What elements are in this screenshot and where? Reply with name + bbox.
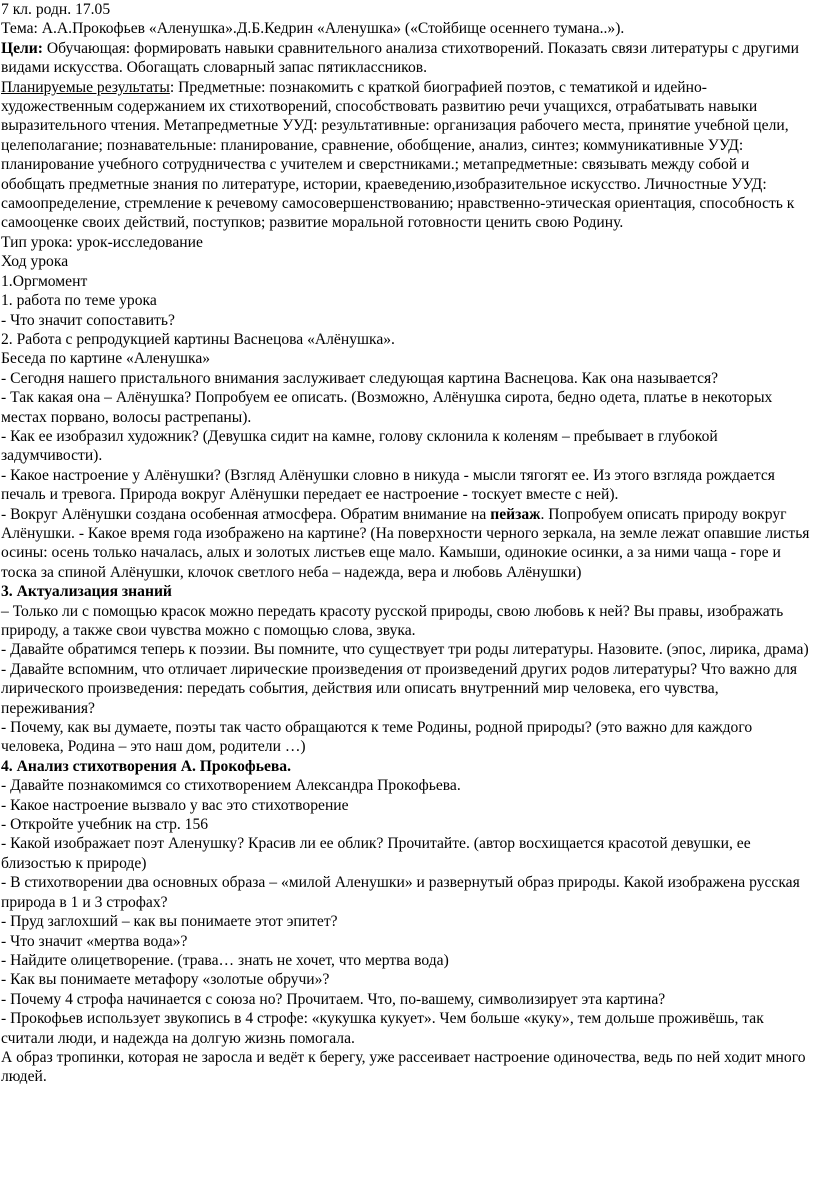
painting-question-5 [1,505,813,583]
lesson-goals [1,39,813,78]
q5-end: . Попробуем описать природу вокруг Алёнушки. - Какое время года изображено на картине? (На поверхности черного зеркала, на земле лежат опавшие листья осины: осень только началась, алых и золотых листьев еще мало. Камыши, одинокие осинки, а за ними чаща - горе и тоска за спиной Алёнушки, клочок светлого неба – надежда, вера и любовь Алёнушки) [1,505,810,581]
section-4-item: А образ тропинки, которая не заросла и ведёт к берегу, уже рассеивает настроение одиночества, ведь по ней ходит много людей. [1,1048,806,1086]
section-3-paragraph-4: - Почему, как вы думаете, поэты так часто обращаются к теме Родины, родной природы? (это важно для каждого человека, Родина – это наш дом, родители …) [1,719,753,756]
results-text: : Предметные: познакомить с краткой биографией поэтов, с тематикой и идейно-художественным содержанием их стихотворений, способствовать развитию речи учащихся, отрабатывать навыки выразительного чтения. Метапредметные УУД: результативные: организация рабочего места, принятие учебной цели, целеполагание; познавательные: планирование, сравнение, обобщение, анализ, синтез; коммуникативные УУД: планирование учебного сотрудничества с учителем и сверстниками.; метапредметные: связывать между собой и обобщать предметные знания по литературе, истории, краеведению,изобразительное искусство. Личностные УУД: самоопределение, стремление к речевому самосовершенствованию; нравственно-этическая ориентация, способность к самооценке своих действий, поступков; развитие моральной готовности ценить свою Родину. [1,78,795,232]
goals-label: Цели: [1,39,43,57]
painting-question-4: - Какое настроение у Алёнушки? (Взгляд Алёнушки словно в никуда - мысли тягогят ее. Из этого взгляда рождается печаль и тревога. Природа вокруг Алёнушки передает ее настроение - тоскует вместе с ней). [1,466,775,504]
section-4-item: - Прокофьев использует звукопись в 4 строфе: «кукушка кукует». Чем больше «куку», тем дольше проживёшь, так считали люди, и надежда на долгую жизнь помогала. [1,1010,764,1047]
section-4-item: - Откройте учебник на стр. 156 [1,816,209,834]
org-moment: 1.Оргмомент [1,272,88,290]
results-label: Планируемые результаты [1,78,170,96]
painting-question-1: - Сегодня нашего пристального внимания заслуживает следующая картина Васнецова. Как она называется? [1,369,719,387]
section-4-title: 4. Анализ стихотворения А. Прокофьева. [1,757,292,775]
question-compare: - Что значит сопоставить? [1,311,175,329]
section-4-item: - Почему 4 строфа начинается с союза но? Прочитаем. Что, по-вашему, символизирует эта картина? [1,990,666,1008]
section-3-paragraph-2: - Давайте обратимся теперь к поэзии. Вы помните, что существует три роды литературы. Назовите. (эпос, лирика, драма) [1,641,809,659]
section-4-item: - Какой изображает поэт Аленушку? Красив ли ее облик? Прочитайте. (автор восхищается красотой девушки, ее близостью к природе) [1,835,751,872]
lesson-flow-heading: Ход урока [1,253,69,271]
planned-results [1,78,813,233]
section-4-item: - Как вы понимаете метафору «золотые обручи»? [1,971,330,989]
q5-bold-word: пейзаж [490,505,541,523]
section-4-item: - В стихотворении два основных образа – «милой Аленушки» и развернутый образ природы. Какой изображена русская природа в 1 и 3 строфах? [1,874,800,911]
lesson-topic: Тема: А.А.Прокофьев «Аленушка».Д.Б.Кедрин «Аленушка» («Стойбище осеннего тумана..»). [1,20,625,38]
section-4-item: - Давайте познакомимся со стихотворением Александра Прокофьева. [1,777,461,795]
q5-start: - Вокруг Алёнушки создана особенная атмосфера. Обратим внимание на [1,505,491,523]
work-with-painting: 2. Работа с репродукцией картины Васнецова «Алёнушка». [1,330,395,348]
goals-text: Обучающая: формировать навыки сравнительного анализа стихотворений. Показать связи литературы с другими видами искусства. Обогащать словарный запас пятиклассников. [1,39,799,77]
work-on-topic: 1. работа по теме урока [1,292,157,310]
lesson-type: Тип урока: урок-исследование [1,233,203,251]
section-3-paragraph-1: – Только ли с помощью красок можно передать красоту русской природы, свою любовь к ней? Вы правы, изображать природу, а также свои чувства можно с помощью слова, звука. [1,602,784,639]
section-3-paragraph-3: - Давайте вспомним, что отличает лирические произведения от произведений других родов литературы? Что важно для лирического произведения: передать события, действия или описать внутренний мир человека, его чувства, переживания? [1,660,798,717]
section-4-item: - Что значит «мертва вода»? [1,932,188,950]
painting-question-2: - Так какая она – Алёнушка? Попробуем ее описать. (Возможно, Алёнушка сирота, бедно одета, платье в некоторых местах порвано, волосы растрепаны). [1,389,773,426]
painting-talk-heading: Беседа по картине «Аленушка» [1,350,211,368]
section-4-item: - Пруд заглохший – как вы понимаете этот эпитет? [1,913,338,931]
section-3-title: 3. Актуализация знаний [1,583,172,601]
section-4-item: - Какое настроение вызвало у вас это стихотворение [1,796,349,814]
painting-question-3: - Как ее изобразил художник? (Девушка сидит на камне, голову склонила к коленям – пребывает в глубокой задумчивости). [1,427,718,465]
grade-line: 7 кл. родн. 17.05 [1,1,111,18]
section-4-item: - Найдите олицетворение. (трава… знать не хочет, что мертва вода) [1,951,449,969]
